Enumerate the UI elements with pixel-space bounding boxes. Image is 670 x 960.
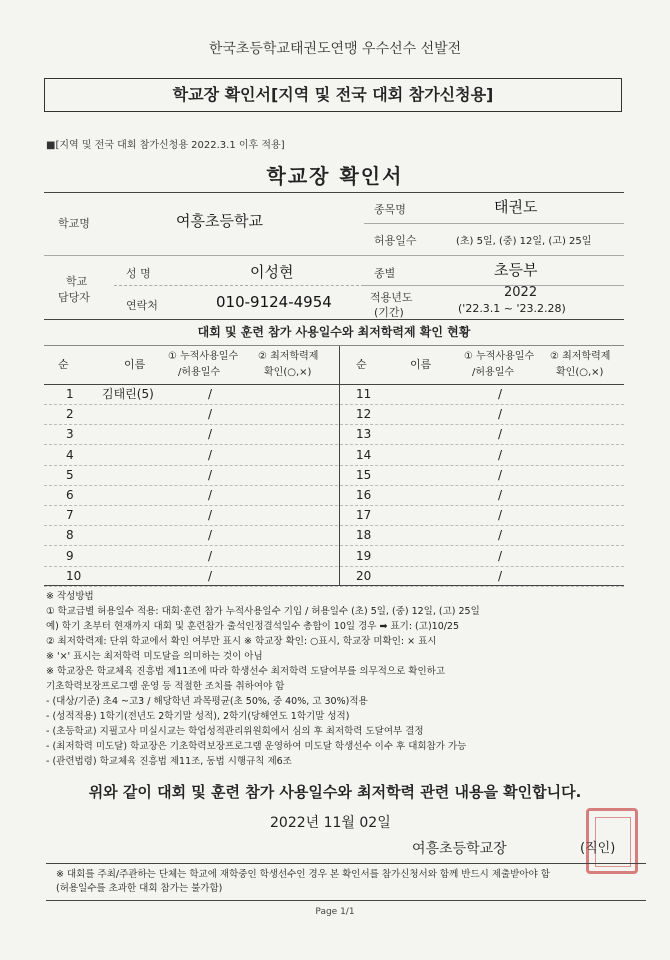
table-row bbox=[44, 465, 624, 486]
method-line: ① 학교급별 허용일수 적용: 대회·훈련 참가 누적사용일수 기입 / 허용일수 (초) 5일, (중) 12일, (고) 25일 bbox=[46, 606, 480, 617]
table-row bbox=[44, 546, 624, 567]
row-no: 10 bbox=[66, 568, 82, 583]
row-no: 1 bbox=[66, 387, 74, 401]
header-no: 순 bbox=[58, 358, 69, 371]
row-no: 7 bbox=[66, 508, 74, 523]
row-name: 김태린(5) bbox=[102, 387, 154, 401]
principal-title: 여흥초등학교장 bbox=[412, 841, 507, 857]
athlete-table bbox=[44, 346, 624, 586]
header-days-2: /허용일수 bbox=[178, 367, 221, 378]
category-label: 종별 bbox=[374, 267, 396, 280]
row-days: / bbox=[208, 568, 213, 583]
row-days: / bbox=[208, 528, 213, 543]
table-row bbox=[44, 445, 624, 466]
row-days-right: / bbox=[498, 488, 503, 502]
teacher-label-2: 담당자 bbox=[58, 291, 90, 304]
event-value: 태권도 bbox=[494, 198, 538, 216]
table-row bbox=[44, 384, 624, 405]
writing-method bbox=[46, 589, 626, 769]
method-line: - (최저학력 미도달) 학교장은 기초학력보장프로그램 운영하여 미도달 학생선수 이수 후 대회참가 가능 bbox=[46, 741, 467, 752]
header-no-right: 순 bbox=[356, 358, 367, 371]
header-days-1-right: ① 누적사용일수 bbox=[464, 351, 535, 362]
period-value: ('22.3.1 ~ '23.2.28) bbox=[458, 302, 566, 315]
header-days-2-right: /허용일수 bbox=[472, 367, 515, 378]
applicability-note: ■[지역 및 전국 대회 참가신청용 2022.3.1 이후 적용] bbox=[46, 140, 285, 151]
row-days: / bbox=[208, 407, 213, 422]
table-row bbox=[44, 485, 624, 506]
table-subtitle: 대회 및 훈련 참가 사용일수와 최저학력제 확인 현황 bbox=[44, 320, 624, 346]
school-value: 여흥초등학교 bbox=[176, 212, 263, 230]
row-days-right: / bbox=[498, 447, 503, 462]
row-days-right: / bbox=[498, 467, 503, 482]
row-no-right: 11 bbox=[356, 387, 372, 401]
row-days-right: / bbox=[498, 427, 503, 442]
row-days: / bbox=[208, 508, 213, 523]
category-value: 초등부 bbox=[494, 261, 538, 279]
method-line: - (관련법령) 학교체육 진흥법 제11조, 동법 시행규칙 제6조 bbox=[46, 756, 292, 767]
row-days-right: / bbox=[498, 407, 503, 422]
row-days: / bbox=[208, 447, 213, 462]
header-min-2: 확인(○,×) bbox=[264, 367, 312, 378]
page-number: Page 1/1 bbox=[315, 907, 355, 917]
name-label: 성 명 bbox=[126, 267, 151, 280]
row-days: / bbox=[208, 548, 213, 563]
year-label-2: (기간) bbox=[374, 306, 404, 319]
table-row bbox=[44, 505, 624, 526]
row-no-right: 17 bbox=[356, 508, 372, 523]
row-no-right: 13 bbox=[356, 427, 372, 442]
allowed-days-value: (초) 5일, (중) 12일, (고) 25일 bbox=[456, 236, 592, 247]
table-row bbox=[44, 566, 624, 587]
footer-note bbox=[56, 868, 646, 896]
seal-label: (직인) bbox=[580, 841, 616, 856]
table-row bbox=[44, 424, 624, 445]
row-days: / bbox=[208, 488, 213, 502]
row-no: 4 bbox=[66, 447, 74, 462]
row-no: 6 bbox=[66, 488, 74, 502]
event-label: 종목명 bbox=[374, 203, 406, 216]
row-days-right: / bbox=[498, 387, 503, 401]
method-line: - (성적적용) 1학기(전년도 2학기말 성적), 2학기(당해연도 1학기말 성적) bbox=[46, 711, 350, 722]
issue-date: 2022년 11월 02일 bbox=[270, 815, 391, 831]
year-value: 2022 bbox=[504, 285, 538, 300]
row-no: 3 bbox=[66, 427, 74, 442]
form-title: 학교장 확인서[지역 및 전국 대회 참가신청용] bbox=[44, 78, 622, 112]
header-min-1: ② 최저학력제 bbox=[258, 351, 319, 362]
confirmation-statement: 위와 같이 대회 및 훈련 참가 사용일수와 최저학력 관련 내용을 확인합니다. bbox=[88, 783, 582, 801]
method-line: ② 최저학력제: 단위 학교에서 확인 여부만 표시 ※ 학교장 확인: ○표시, 학교장 미확인: × 표시 bbox=[46, 636, 437, 647]
method-line: 예) 학기 초부터 현재까지 대회 및 훈련참가 출석인정결석일수 총합이 10일 경우 ➡ 표기: (고)10/25 bbox=[46, 621, 460, 632]
header-days-1: ① 누적사용일수 bbox=[168, 351, 239, 362]
method-line: - (초등학교) 지필고사 미실시교는 학업성적관리위원회에서 심의 후 최저학력 도달여부 결정 bbox=[46, 726, 424, 737]
method-line: ※ 작성방법 bbox=[46, 591, 94, 602]
contact-value: 010-9124-4954 bbox=[216, 293, 332, 311]
row-no: 2 bbox=[66, 407, 74, 422]
table-row bbox=[44, 525, 624, 546]
header-name: 이름 bbox=[124, 358, 146, 371]
organization-title: 한국초등학교태권도연맹 우수선수 선발전 bbox=[208, 41, 462, 57]
header-min-2-right: 확인(○,×) bbox=[556, 367, 604, 378]
row-no: 5 bbox=[66, 467, 74, 482]
school-label: 학교명 bbox=[58, 217, 90, 230]
row-no-right: 19 bbox=[356, 548, 372, 563]
header-min-1-right: ② 최저학력제 bbox=[550, 351, 611, 362]
row-days-right: / bbox=[498, 508, 503, 523]
row-no-right: 18 bbox=[356, 528, 372, 543]
footer-note-line-1: ※ 대회를 주최/주관하는 단체는 학교에 재학중인 학생선수인 경우 본 확인서를 참가신청서와 함께 반드시 제출받아야 함 bbox=[56, 869, 550, 880]
teacher-label-1: 학교 bbox=[66, 275, 88, 288]
row-no-right: 16 bbox=[356, 488, 372, 502]
document-title: 학교장 확인서 bbox=[266, 164, 404, 188]
info-section bbox=[44, 192, 624, 320]
row-days: / bbox=[208, 427, 213, 442]
row-no-right: 12 bbox=[356, 407, 372, 422]
method-line: ※ 학교장은 학교체육 진흥법 제11조에 따라 학생선수 최저학력 도달여부를 의무적으로 확인하고 bbox=[46, 666, 445, 677]
row-no-right: 15 bbox=[356, 467, 372, 482]
row-no: 9 bbox=[66, 548, 74, 563]
year-label-1: 적용년도 bbox=[370, 291, 413, 304]
row-no-right: 20 bbox=[356, 568, 372, 583]
row-days-right: / bbox=[498, 568, 503, 583]
method-line: - (대상/기준) 초4 ~고3 / 해당학년 과목평균(초 50%, 중 40%, 고 30%)적용 bbox=[46, 696, 368, 707]
row-days-right: / bbox=[498, 548, 503, 563]
table-header bbox=[44, 346, 624, 385]
method-line: 기초학력보장프로그램 운영 등 적절한 조치를 취하여야 함 bbox=[46, 681, 285, 692]
table-row bbox=[44, 404, 624, 425]
teacher-name: 이성현 bbox=[250, 263, 294, 281]
contact-label: 연락처 bbox=[126, 299, 158, 312]
row-days-right: / bbox=[498, 528, 503, 543]
row-no: 8 bbox=[66, 528, 74, 543]
row-days: / bbox=[208, 387, 213, 401]
allowed-days-label: 허용일수 bbox=[374, 234, 417, 247]
method-line: ※ '×' 표시는 최저학력 미도달을 의미하는 것이 아님 bbox=[46, 651, 263, 662]
header-name-right: 이름 bbox=[410, 358, 432, 371]
row-no-right: 14 bbox=[356, 447, 372, 462]
footer-note-line-2: (허용일수를 초과한 대회 참가는 불가함) bbox=[56, 883, 223, 894]
row-days: / bbox=[208, 467, 213, 482]
